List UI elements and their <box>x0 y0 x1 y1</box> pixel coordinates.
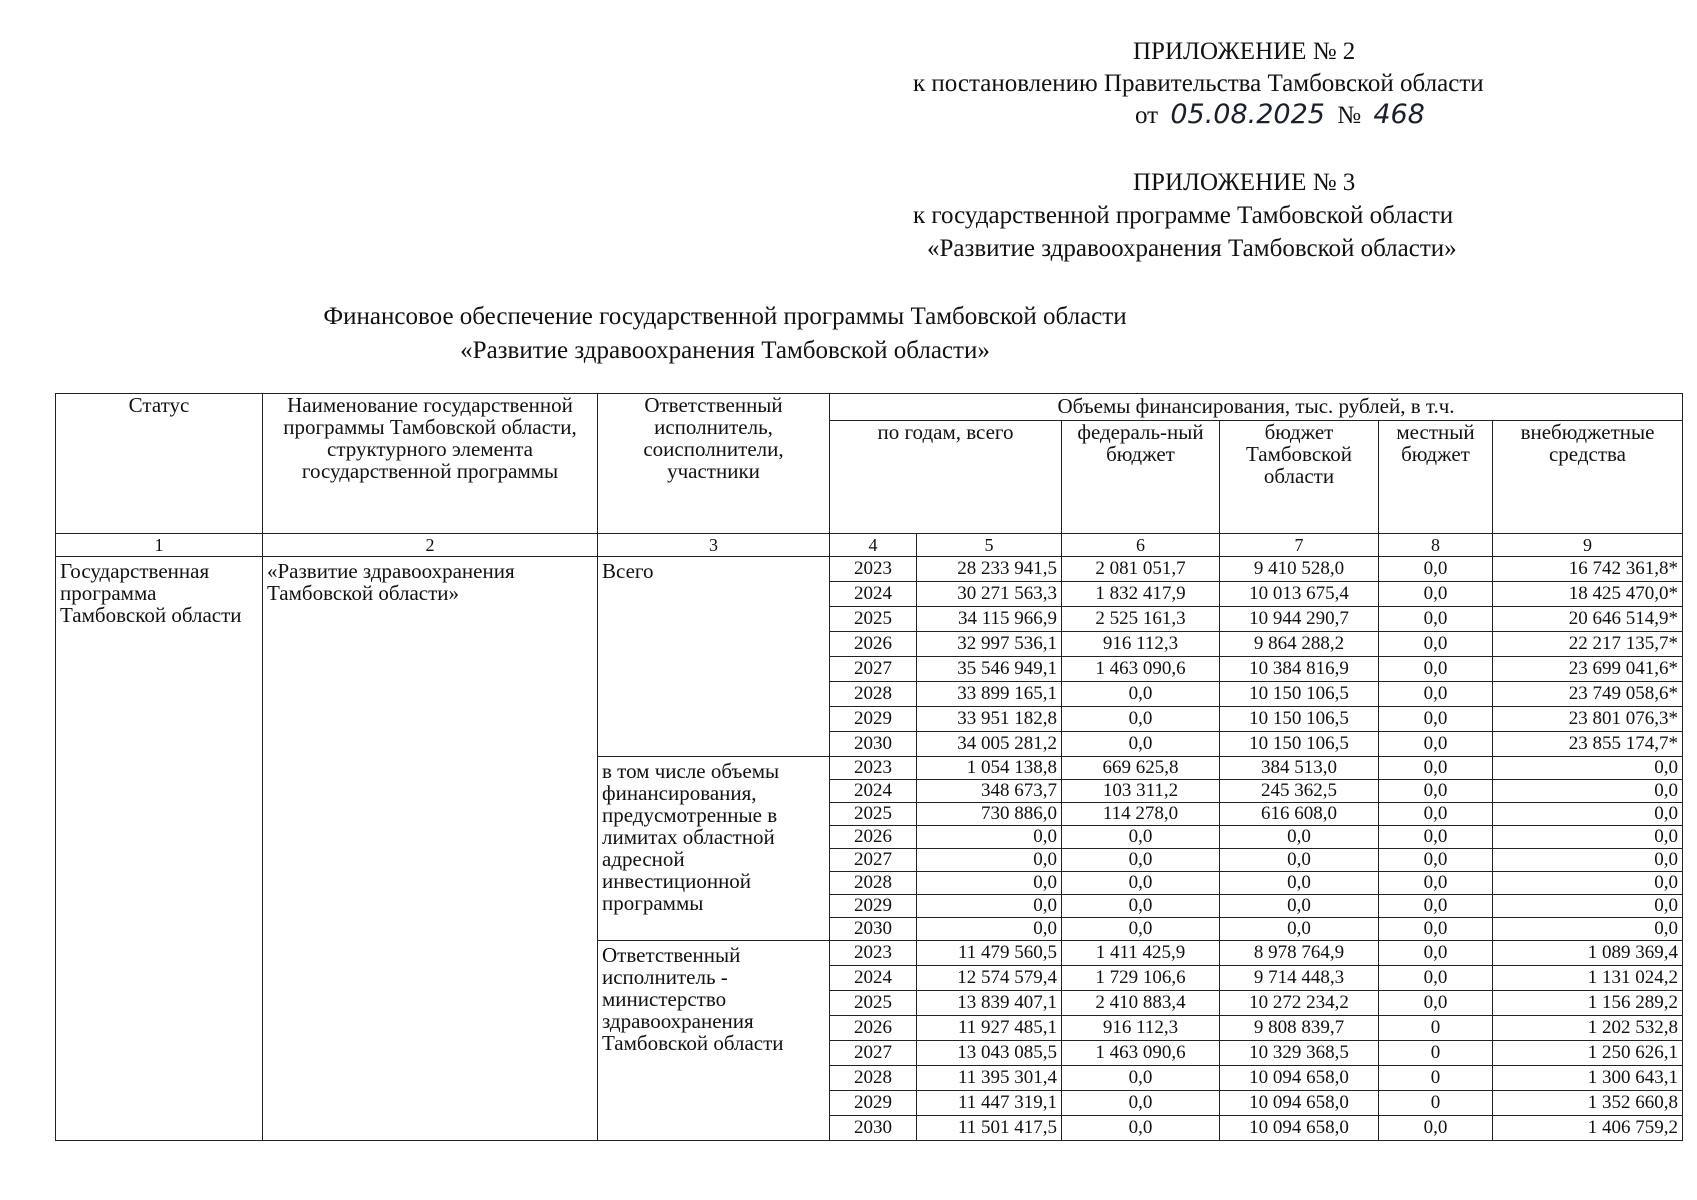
regional-cell: 10 384 816,9 <box>1220 657 1379 682</box>
total-cell: 348 673,7 <box>917 780 1062 803</box>
federal-cell: 0,0 <box>1062 707 1220 732</box>
year-cell: 2025 <box>830 991 917 1016</box>
regional-cell: 10 094 658,0 <box>1220 1116 1379 1141</box>
total-cell: 33 951 182,8 <box>917 707 1062 732</box>
federal-cell: 0,0 <box>1062 849 1220 872</box>
federal-cell: 0,0 <box>1062 1116 1220 1141</box>
federal-cell: 916 112,3 <box>1062 632 1220 657</box>
extra-cell: 1 352 660,8 <box>1493 1091 1683 1116</box>
regional-cell: 10 272 234,2 <box>1220 991 1379 1016</box>
total-cell: 1 054 138,8 <box>917 757 1062 780</box>
federal-cell: 1 411 425,9 <box>1062 941 1220 966</box>
extra-cell: 1 202 532,8 <box>1493 1016 1683 1041</box>
year-cell: 2025 <box>830 803 917 826</box>
year-cell: 2027 <box>830 1041 917 1066</box>
local-cell: 0,0 <box>1379 682 1493 707</box>
federal-cell: 1 463 090,6 <box>1062 1041 1220 1066</box>
handwritten-number: 468 <box>1373 99 1425 130</box>
status-cell: Государственная программа Тамбовской области <box>56 557 263 1141</box>
year-cell: 2023 <box>830 557 917 582</box>
doc-title-line2: «Развитие здравоохранения Тамбовской области» <box>460 337 990 364</box>
year-cell: 2024 <box>830 582 917 607</box>
regional-cell: 9 864 288,2 <box>1220 632 1379 657</box>
table-header <box>56 394 1683 557</box>
appendix3-line2: «Развитие здравоохранения Тамбовской области» <box>927 235 1457 262</box>
local-cell: 0,0 <box>1379 918 1493 941</box>
local-cell: 0,0 <box>1379 557 1493 582</box>
local-cell: 0,0 <box>1379 991 1493 1016</box>
local-cell: 0,0 <box>1379 966 1493 991</box>
federal-cell: 114 278,0 <box>1062 803 1220 826</box>
extra-cell: 1 131 024,2 <box>1493 966 1683 991</box>
table-body <box>56 557 1683 1141</box>
year-cell: 2024 <box>830 780 917 803</box>
extra-cell: 1 300 643,1 <box>1493 1066 1683 1091</box>
local-cell: 0,0 <box>1379 803 1493 826</box>
col-number: 8 <box>1379 534 1493 557</box>
col-number: 2 <box>263 534 598 557</box>
handwritten-date: 05.08.2025 <box>1170 99 1325 130</box>
year-cell: 2030 <box>830 732 917 757</box>
local-cell: 0,0 <box>1379 607 1493 632</box>
col-number: 7 <box>1220 534 1379 557</box>
regional-cell: 10 094 658,0 <box>1220 1091 1379 1116</box>
header-volumes: Объемы финансирования, тыс. рублей, в т.ч. <box>830 394 1683 421</box>
year-cell: 2025 <box>830 607 917 632</box>
federal-cell: 0,0 <box>1062 826 1220 849</box>
regional-cell: 10 329 368,5 <box>1220 1041 1379 1066</box>
local-cell: 0,0 <box>1379 849 1493 872</box>
regional-cell: 384 513,0 <box>1220 757 1379 780</box>
total-cell: 11 479 560,5 <box>917 941 1062 966</box>
col-number: 6 <box>1062 534 1220 557</box>
extra-cell: 22 217 135,7* <box>1493 632 1683 657</box>
total-cell: 34 115 966,9 <box>917 607 1062 632</box>
regional-cell: 10 944 290,7 <box>1220 607 1379 632</box>
executor-group-cell: Ответственный исполнитель - министерство здравоохранения Тамбовской области <box>598 941 830 1141</box>
header-extra: внебюджетные средства <box>1493 421 1683 534</box>
appendix3-title: ПРИЛОЖЕНИЕ № 3 <box>1133 169 1356 196</box>
header-program-name: Наименование государственной программы Тамбовской области, структурного элемента государственной программы <box>263 394 598 534</box>
regional-cell: 10 150 106,5 <box>1220 732 1379 757</box>
col-number: 1 <box>56 534 263 557</box>
regional-cell: 616 608,0 <box>1220 803 1379 826</box>
local-cell: 0,0 <box>1379 780 1493 803</box>
local-cell: 0,0 <box>1379 732 1493 757</box>
regional-cell: 0,0 <box>1220 872 1379 895</box>
federal-cell: 0,0 <box>1062 1066 1220 1091</box>
year-cell: 2029 <box>830 895 917 918</box>
local-cell: 0,0 <box>1379 1116 1493 1141</box>
year-cell: 2027 <box>830 657 917 682</box>
year-cell: 2029 <box>830 707 917 732</box>
local-cell: 0,0 <box>1379 632 1493 657</box>
federal-cell: 1 729 106,6 <box>1062 966 1220 991</box>
total-cell: 32 997 536,1 <box>917 632 1062 657</box>
regional-cell: 8 978 764,9 <box>1220 941 1379 966</box>
year-cell: 2030 <box>830 918 917 941</box>
local-cell: 0 <box>1379 1091 1493 1116</box>
header-by-years: по годам, всего <box>830 421 1062 534</box>
total-cell: 0,0 <box>917 872 1062 895</box>
extra-cell: 1 250 626,1 <box>1493 1041 1683 1066</box>
total-cell: 35 546 949,1 <box>917 657 1062 682</box>
federal-cell: 0,0 <box>1062 1091 1220 1116</box>
year-cell: 2027 <box>830 849 917 872</box>
year-cell: 2030 <box>830 1116 917 1141</box>
total-cell: 12 574 579,4 <box>917 966 1062 991</box>
header-executor: Ответственный исполнитель, соисполнители, участники <box>598 394 830 534</box>
year-cell: 2026 <box>830 826 917 849</box>
federal-cell: 0,0 <box>1062 895 1220 918</box>
total-cell: 11 447 319,1 <box>917 1091 1062 1116</box>
total-cell: 11 501 417,5 <box>917 1116 1062 1141</box>
extra-cell: 1 089 369,4 <box>1493 941 1683 966</box>
total-cell: 28 233 941,5 <box>917 557 1062 582</box>
col-number: 3 <box>598 534 830 557</box>
federal-cell: 2 081 051,7 <box>1062 557 1220 582</box>
extra-cell: 0,0 <box>1493 872 1683 895</box>
extra-cell: 0,0 <box>1493 803 1683 826</box>
year-cell: 2028 <box>830 682 917 707</box>
total-cell: 34 005 281,2 <box>917 732 1062 757</box>
column-number-row <box>56 534 1683 557</box>
year-cell: 2023 <box>830 757 917 780</box>
appendix3-line1: к государственной программе Тамбовской области <box>913 202 1454 229</box>
extra-cell: 16 742 361,8* <box>1493 557 1683 582</box>
total-cell: 0,0 <box>917 826 1062 849</box>
federal-cell: 669 625,8 <box>1062 757 1220 780</box>
year-cell: 2026 <box>830 632 917 657</box>
federal-cell: 0,0 <box>1062 918 1220 941</box>
federal-cell: 2 525 161,3 <box>1062 607 1220 632</box>
federal-cell: 0,0 <box>1062 732 1220 757</box>
number-sign: № <box>1337 102 1362 129</box>
regional-cell: 0,0 <box>1220 918 1379 941</box>
federal-cell: 0,0 <box>1062 872 1220 895</box>
date-prefix: от <box>1135 102 1159 129</box>
local-cell: 0,0 <box>1379 826 1493 849</box>
regional-cell: 0,0 <box>1220 849 1379 872</box>
total-cell: 11 927 485,1 <box>917 1016 1062 1041</box>
local-cell: 0,0 <box>1379 872 1493 895</box>
extra-cell: 0,0 <box>1493 757 1683 780</box>
regional-cell: 9 714 448,3 <box>1220 966 1379 991</box>
regional-cell: 10 150 106,5 <box>1220 682 1379 707</box>
regional-cell: 10 150 106,5 <box>1220 707 1379 732</box>
regional-cell: 9 410 528,0 <box>1220 557 1379 582</box>
federal-cell: 2 410 883,4 <box>1062 991 1220 1016</box>
regional-cell: 9 808 839,7 <box>1220 1016 1379 1041</box>
extra-cell: 0,0 <box>1493 780 1683 803</box>
doc-title-line1: Финансовое обеспечение государственной программы Тамбовской области <box>323 303 1127 330</box>
federal-cell: 1 832 417,9 <box>1062 582 1220 607</box>
extra-cell: 23 801 076,3* <box>1493 707 1683 732</box>
local-cell: 0,0 <box>1379 657 1493 682</box>
table-row <box>56 557 1683 582</box>
federal-cell: 0,0 <box>1062 682 1220 707</box>
federal-cell: 103 311,2 <box>1062 780 1220 803</box>
year-cell: 2024 <box>830 966 917 991</box>
appendix2-date-line <box>1135 100 1431 131</box>
executor-group-cell: Всего <box>598 557 830 757</box>
appendix2-decree-line: к постановлению Правительства Тамбовской области <box>913 70 1484 97</box>
total-cell: 13 839 407,1 <box>917 991 1062 1016</box>
federal-cell: 916 112,3 <box>1062 1016 1220 1041</box>
total-cell: 11 395 301,4 <box>917 1066 1062 1091</box>
local-cell: 0,0 <box>1379 582 1493 607</box>
year-cell: 2028 <box>830 1066 917 1091</box>
year-cell: 2028 <box>830 872 917 895</box>
local-cell: 0,0 <box>1379 941 1493 966</box>
total-cell: 0,0 <box>917 895 1062 918</box>
regional-cell: 10 094 658,0 <box>1220 1066 1379 1091</box>
total-cell: 730 886,0 <box>917 803 1062 826</box>
total-cell: 30 271 563,3 <box>917 582 1062 607</box>
year-cell: 2023 <box>830 941 917 966</box>
local-cell: 0,0 <box>1379 895 1493 918</box>
header-federal: федераль-ный бюджет <box>1062 421 1220 534</box>
regional-cell: 245 362,5 <box>1220 780 1379 803</box>
header-status: Статус <box>56 394 263 534</box>
total-cell: 0,0 <box>917 849 1062 872</box>
extra-cell: 1 156 289,2 <box>1493 991 1683 1016</box>
extra-cell: 23 855 174,7* <box>1493 732 1683 757</box>
extra-cell: 0,0 <box>1493 918 1683 941</box>
regional-cell: 0,0 <box>1220 826 1379 849</box>
appendix2-title: ПРИЛОЖЕНИЕ № 2 <box>1133 38 1356 65</box>
col-number: 9 <box>1493 534 1683 557</box>
local-cell: 0,0 <box>1379 707 1493 732</box>
year-cell: 2026 <box>830 1016 917 1041</box>
total-cell: 13 043 085,5 <box>917 1041 1062 1066</box>
financing-table <box>55 393 1683 1141</box>
extra-cell: 1 406 759,2 <box>1493 1116 1683 1141</box>
executor-group-cell: в том числе объемы финансирования, предусмотренные в лимитах областной адресной инвестиционной программы <box>598 757 830 941</box>
extra-cell: 0,0 <box>1493 826 1683 849</box>
header-local: местный бюджет <box>1379 421 1493 534</box>
header-regional: бюджет Тамбовской области <box>1220 421 1379 534</box>
total-cell: 0,0 <box>917 918 1062 941</box>
local-cell: 0 <box>1379 1041 1493 1066</box>
extra-cell: 23 749 058,6* <box>1493 682 1683 707</box>
program-name-cell: «Развитие здравоохранения Тамбовской области» <box>263 557 598 1141</box>
local-cell: 0 <box>1379 1066 1493 1091</box>
regional-cell: 10 013 675,4 <box>1220 582 1379 607</box>
local-cell: 0,0 <box>1379 757 1493 780</box>
extra-cell: 18 425 470,0* <box>1493 582 1683 607</box>
extra-cell: 0,0 <box>1493 849 1683 872</box>
col-number: 5 <box>917 534 1062 557</box>
year-cell: 2029 <box>830 1091 917 1116</box>
extra-cell: 20 646 514,9* <box>1493 607 1683 632</box>
total-cell: 33 899 165,1 <box>917 682 1062 707</box>
extra-cell: 23 699 041,6* <box>1493 657 1683 682</box>
federal-cell: 1 463 090,6 <box>1062 657 1220 682</box>
local-cell: 0 <box>1379 1016 1493 1041</box>
col-number: 4 <box>830 534 917 557</box>
regional-cell: 0,0 <box>1220 895 1379 918</box>
extra-cell: 0,0 <box>1493 895 1683 918</box>
